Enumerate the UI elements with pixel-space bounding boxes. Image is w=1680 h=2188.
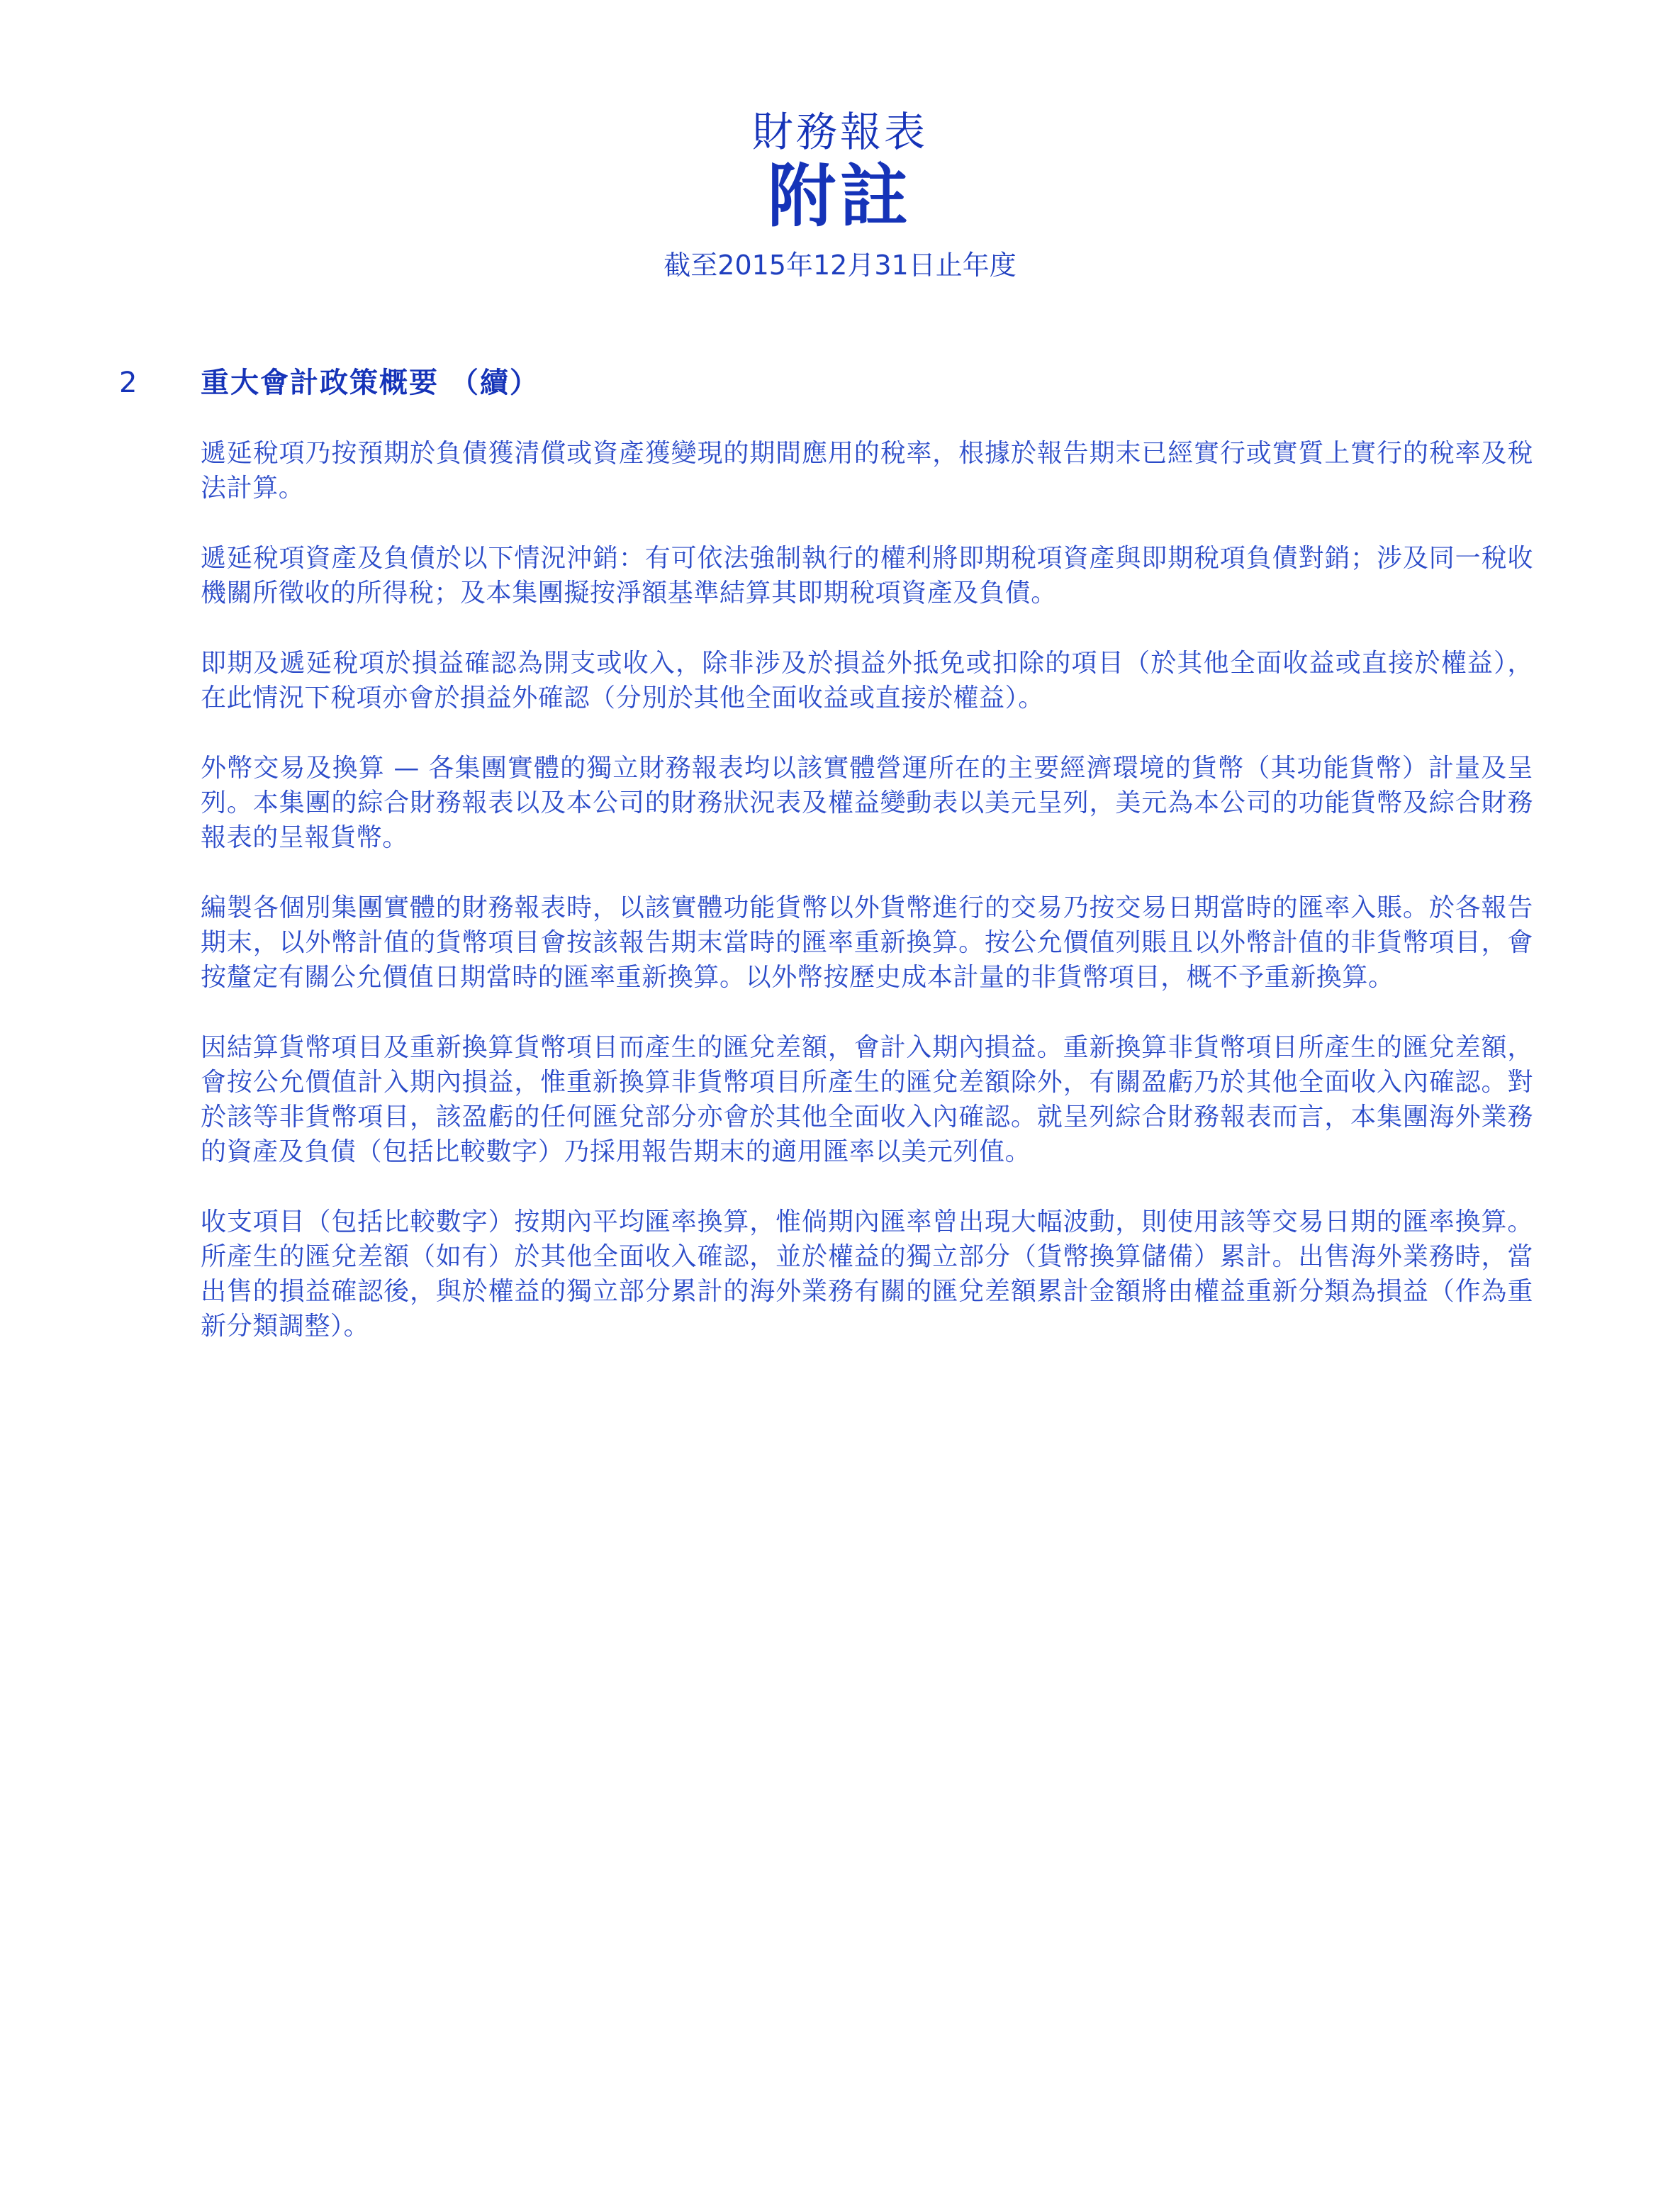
body-text	[201, 436, 1533, 1379]
paragraph-exchange-differences: 因結算貨幣項目及重新換算貨幣項目而產生的匯兌差額，會計入期內損益。重新換算非貨幣項目所產生的匯兌差額，會按公允價值計入期內損益，惟重新換算非貨幣項目所產生的匯兌差額除外，有關盈虧乃於其他全面收入內確認。對於該等非貨幣項目，該盈虧的任何匯兌部分亦會於其他全面收入內確認。就呈列綜合財務報表而言，本集團海外業務的資產及負債（包括比較數字）乃採用報告期末的適用匯率以美元列值。	[201, 1033, 1533, 1166]
section-heading: 重大會計政策概要 （續）	[201, 367, 539, 399]
page-header	[0, 106, 1680, 282]
section-number: 2	[119, 367, 138, 399]
paragraph-foreign-currency: 外幣交易及換算 — 各集團實體的獨立財務報表均以該實體營運所在的主要經濟環境的貨幣（其功能貨幣）計量及呈列。本集團的綜合財務報表以及本公司的財務狀況表及權益變動表以美元呈列，美元為本公司的功能貨幣及綜合財務報表的呈報貨幣。	[201, 754, 1533, 852]
paragraph-deferred-tax-offset: 遞延稅項資產及負債於以下情況沖銷：有可依法強制執行的權利將即期稅項資產與即期稅項負債對銷；涉及同一稅收機關所徵收的所得稅；及本集團擬按淨額基準結算其即期稅項資產及負債。	[201, 544, 1533, 608]
header-subtitle: 財務報表	[751, 108, 928, 156]
paragraph-translation-entities: 編製各個別集團實體的財務報表時，以該實體功能貨幣以外貨幣進行的交易乃按交易日期當時的匯率入賬。於各報告期末，以外幣計值的貨幣項目會按該報告期末當時的匯率重新換算。按公允價值列賬且以外幣計值的非貨幣項目，會按釐定有關公允價值日期當時的匯率重新換算。以外幣按歷史成本計量的非貨幣項目，概不予重新換算。	[201, 893, 1533, 992]
paragraph-current-deferred-tax: 即期及遞延稅項於損益確認為開支或收入，除非涉及於損益外抵免或扣除的項目（於其他全面收益或直接於權益），在此情況下稅項亦會於損益外確認（分別於其他全面收益或直接於權益）。	[201, 649, 1533, 713]
page-title: 附註	[768, 157, 912, 236]
period-label: 截至2015年12月31日止年度	[663, 250, 1017, 281]
paragraph-deferred-tax-rate: 遞延稅項乃按預期於負債獲清償或資產獲變現的期間應用的稅率，根據於報告期末已經實行或實質上實行的稅率及稅法計算。	[201, 439, 1533, 503]
paragraph-income-expense-translation: 收支項目（包括比較數字）按期內平均匯率換算，惟倘期內匯率曾出現大幅波動，則使用該等交易日期的匯率換算。所產生的匯兌差額（如有）於其他全面收入確認，並於權益的獨立部分（貨幣換算儲備）累計。出售海外業務時，當出售的損益確認後，與於權益的獨立部分累計的海外業務有關的匯兌差額累計金額將由權益重新分類為損益（作為重新分類調整）。	[201, 1207, 1533, 1341]
